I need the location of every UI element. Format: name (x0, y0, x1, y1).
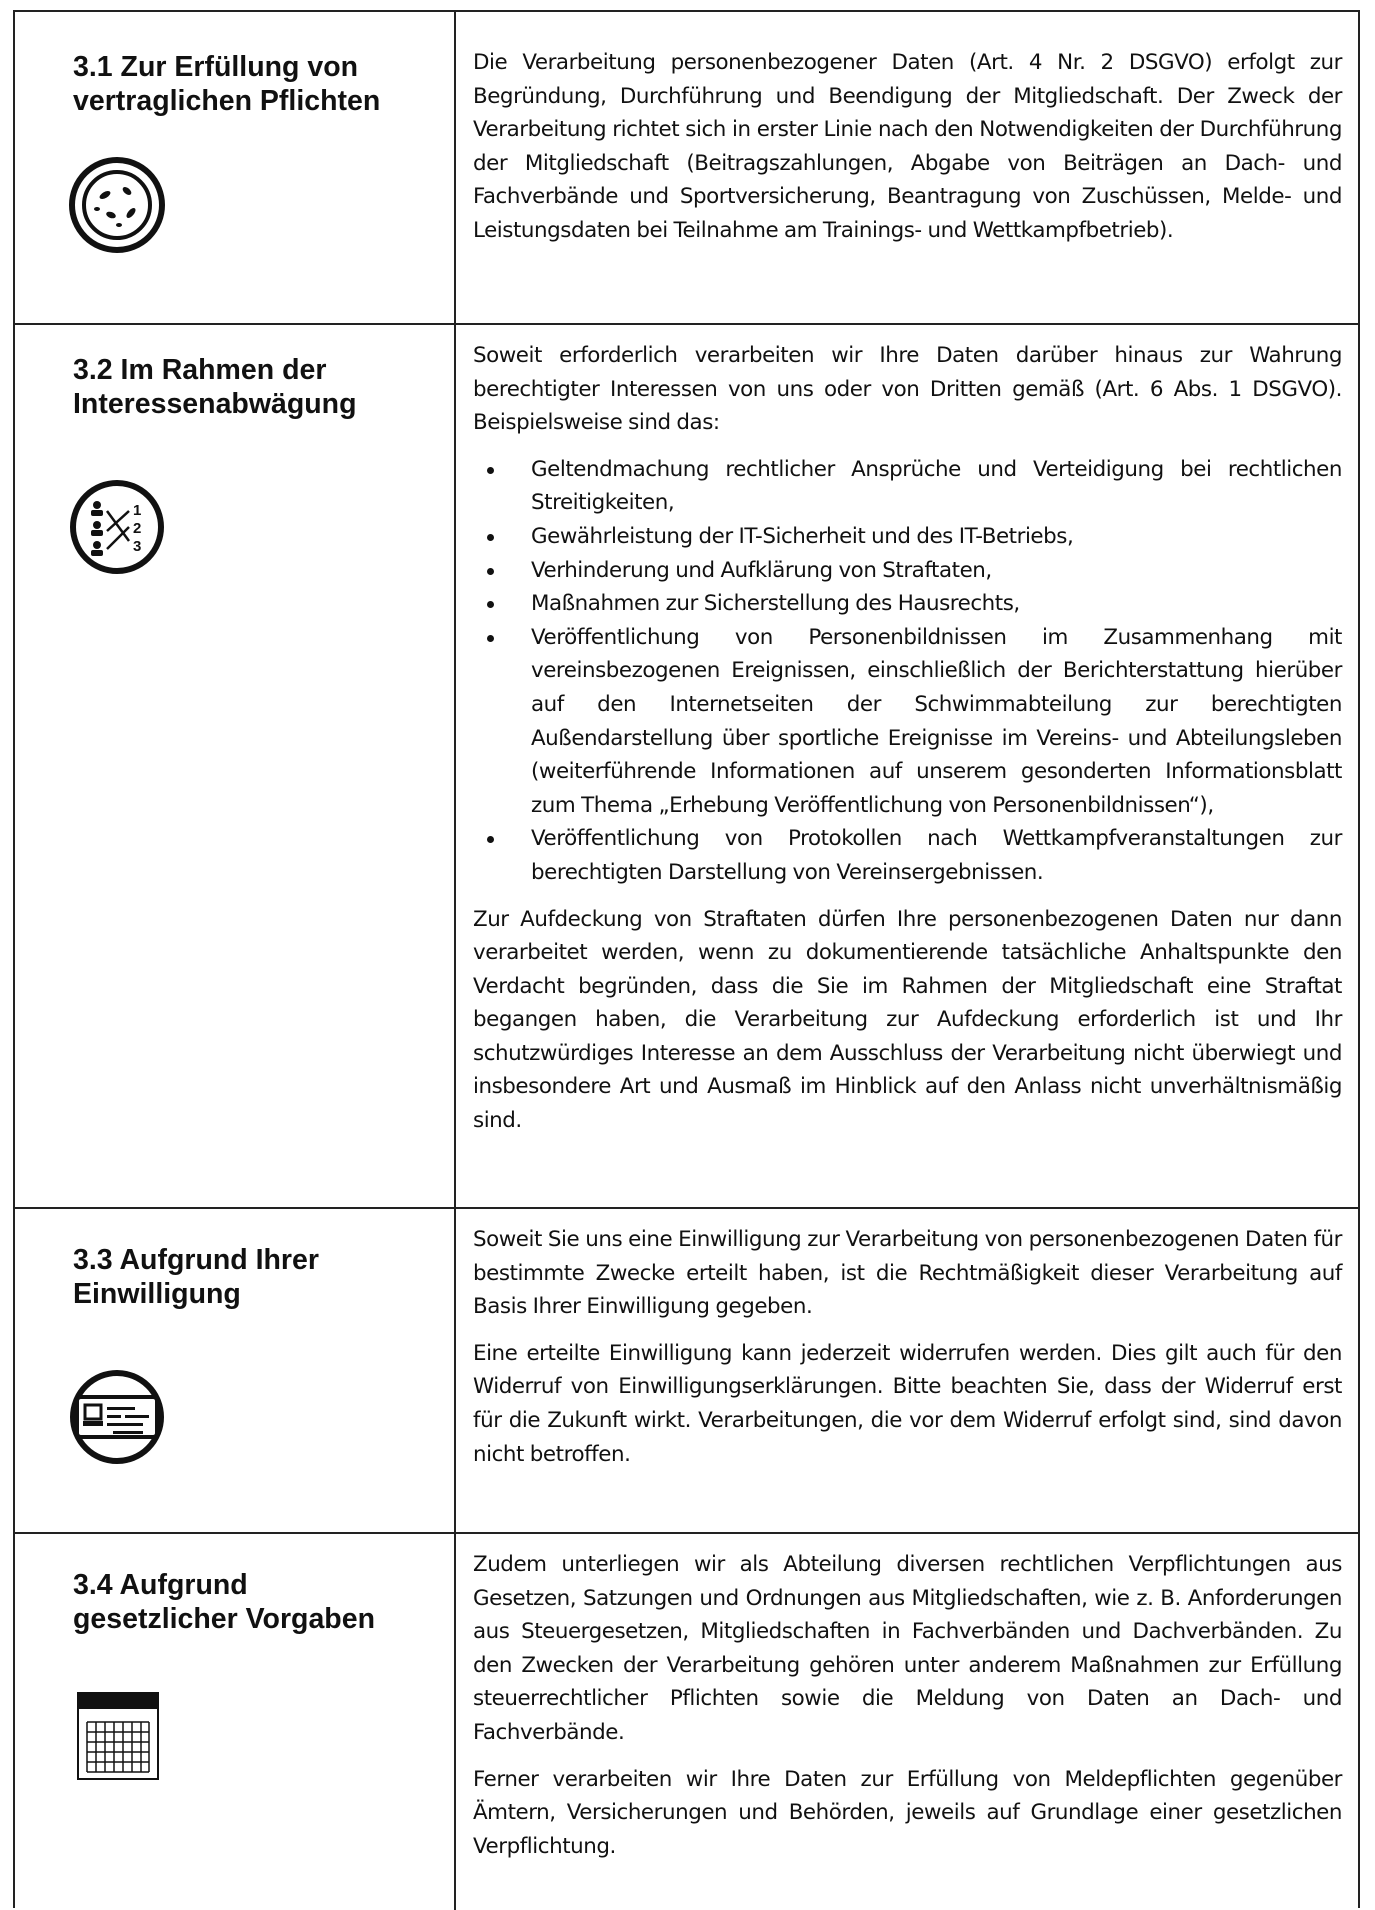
section-body-cell (456, 1209, 1358, 1532)
section-body-cell (456, 325, 1358, 1207)
section-body-cell (456, 12, 1358, 323)
paragraph: Ferner verarbeiten wir Ihre Daten zur Erfüllung von Meldepflichten gegenüber Ämtern, Versicherungen und Behörden, jeweils auf Grundlage einer gesetzlichen Verpflichtung. (473, 1766, 1342, 1859)
section-label-cell (15, 1534, 456, 1910)
svg-text:3: 3 (133, 538, 142, 555)
section-label-cell (15, 325, 456, 1207)
section-heading: 3.2 Im Rahmen der Interessenabwägung (73, 354, 357, 420)
people-ranking-icon (67, 477, 167, 582)
paragraph: Die Verarbeitung personenbezogener Daten (Art. 4 Nr. 2 DSGVO) erfolgt zur Begründung, Durchführung und Beendigung der Mitgliedschaft. Der Zweck der Verarbeitung richtet sich in erster Linie nach den Notwendigkeiten der Durchführung der Mitgliedschaft (Beitragszahlungen, Abgabe von Beiträgen an Dach- und Fachverbände und Sportversicherung, Beantragung von Zuschüssen, Melde- und Leistungsdaten bei Teilnahme am Trainings- und Wettkampfbetrieb). (473, 50, 1342, 243)
paragraph: Zudem unterliegen wir als Abteilung diversen rechtlichen Verpflichtungen aus Gesetzen, Satzungen und Ordnungen aus Mitgliedschaften, wie z. B. Anforderungen aus Steuergesetzen, Mitgliedschaften in Fachverbänden und Dachverbänden. Zu den Zwecken der Verarbeitung gehören unter anderem Maßnahmen zur Erfüllung steuerrechtlicher Pflichten sowie die Meldung von Daten an Dach- und Fachverbände. (473, 1552, 1342, 1745)
section-heading: 3.1 Zur Erfüllung von vertraglichen Pflichten (73, 51, 381, 117)
paragraph: Zur Aufdeckung von Straftaten dürfen Ihre personenbezogenen Daten nur dann verarbeitet werden, wenn zu dokumentierende tatsächliche Anhaltspunkte den Verdacht begründen, dass die Sie im Rahmen der Mitgliedschaft eine Straftat begangen haben, die Verarbeitung zur Aufdeckung erforderlich ist und Ihr schutzwürdiges Interesse an dem Ausschluss der Verarbeitung nicht überwiegt und insbesondere Art und Ausmaß im Hinblick auf den Anlass nicht unverhältnismäßig sind. (473, 906, 1342, 1134)
paragraph: Eine erteilte Einwilligung kann jederzeit widerrufen werden. Dies gilt auch für den Widerruf von Einwilligungserklärungen. Bitte beachten Sie, dass der Widerruf erst für die Zukunft wirkt. Verarbeitungen, die vor dem Widerruf erfolgt sind, sind davon nicht betroffen. (473, 1340, 1342, 1467)
document-table (13, 10, 1360, 1908)
calendar-table-icon (77, 1692, 159, 1785)
id-card-icon (67, 1367, 167, 1472)
svg-text:1: 1 (133, 502, 142, 519)
section-label-cell (15, 12, 456, 323)
section-heading: 3.4 Aufgrund gesetzlicher Vorgaben (73, 1569, 375, 1635)
bacteria-petri-dish-icon (67, 155, 167, 260)
paragraph: Soweit erforderlich verarbeiten wir Ihre Daten darüber hinaus zur Wahrung berechtigter Interessen von uns oder von Dritten gemäß (Art. 6 Abs. 1 DSGVO). Beispielsweise sind das: (473, 343, 1342, 436)
section-body-cell (456, 1534, 1358, 1910)
section-3-4 (15, 1534, 1358, 1910)
bullet-list (473, 453, 1342, 890)
paragraph: Soweit Sie uns eine Einwilligung zur Verarbeitung von personenbezogenen Daten für bestimmte Zwecke erteilt haben, ist die Rechtmäßigkeit dieser Verarbeitung auf Basis Ihrer Einwilligung gegeben. (473, 1227, 1342, 1320)
section-label-cell (15, 1209, 456, 1532)
list-item: Gewährleistung der IT-Sicherheit und des IT-Betriebs, (473, 520, 1342, 554)
list-item: Veröffentlichung von Personenbildnissen im Zusammenhang mit vereinsbezogenen Ereignissen, einschließlich der Berichterstattung hierüber auf den Internetseiten der Schwimmabteilung zur berechtigten Außendarstellung über sportliche Ereignisse im Vereins- und Abteilungsleben (weiterführende Informationen auf unserem gesonderten Informationsblatt zum Thema „Erhebung Veröffentlichung von Personenbildnissen“), (473, 621, 1342, 823)
svg-text:2: 2 (133, 520, 142, 537)
list-item: Geltendmachung rechtlicher Ansprüche und Verteidigung bei rechtlichen Streitigkeiten, (473, 453, 1342, 520)
section-heading: 3.3 Aufgrund Ihrer Einwilligung (73, 1244, 319, 1310)
section-3-1 (15, 12, 1358, 325)
section-3-2 (15, 325, 1358, 1209)
list-item: Maßnahmen zur Sicherstellung des Hausrechts, (473, 587, 1342, 621)
section-3-3 (15, 1209, 1358, 1534)
list-item: Verhinderung und Aufklärung von Straftaten, (473, 554, 1342, 588)
list-item: Veröffentlichung von Protokollen nach Wettkampfveranstaltungen zur berechtigten Darstellung von Vereinsergebnissen. (473, 822, 1342, 889)
